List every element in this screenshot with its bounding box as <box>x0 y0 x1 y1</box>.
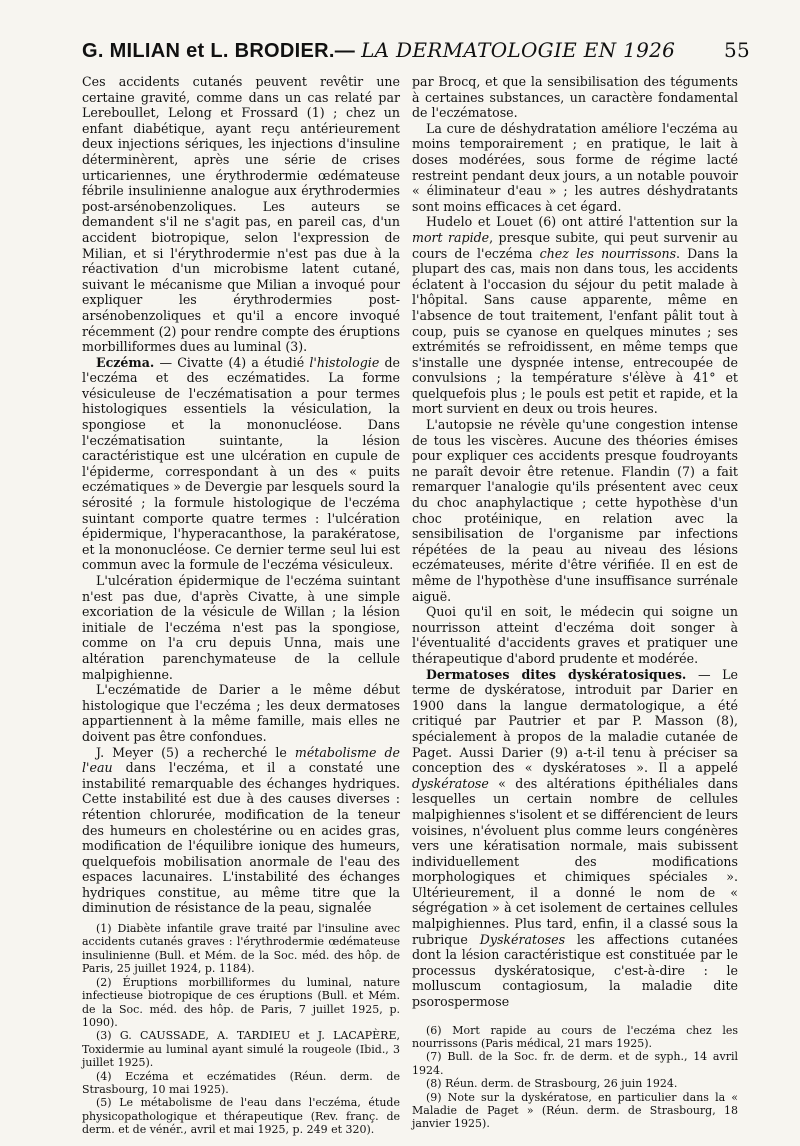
footnote: (6) Mort rapide au cours de l'eczéma chez les nourrissons (Paris médical, 21 mars 1925). <box>412 1023 738 1051</box>
footnote: (5) Le métabolisme de l'eau dans l'eczéma, étude physicopathologique et thérapeutique (Rev. franç. de derm. et de vénér., avril et mai 1925, p. 249 et 320). <box>82 1096 400 1137</box>
running-header <box>82 38 750 63</box>
header-title: LA DERMATOLOGIE EN 1926 <box>361 38 676 62</box>
section-heading: Eczéma. <box>96 354 155 370</box>
header-authors: G. MILIAN et L. BRODIER.— <box>82 40 356 62</box>
page-number: 55 <box>723 38 750 62</box>
paragraph: L'ulcération épidermique de l'eczéma suintant n'est pas due, d'après Civatte, à une simple excoriation de la vésicule de Willan ; la lésion initiale de l'eczéma n'est pas la spongiose, comme on l'a cru depuis Unna, mais une altération parenchymateuse de la cellule malpighienne. <box>82 573 400 682</box>
paragraph: L'eczématide de Darier a le même début histologique que l'eczéma ; les deux dermatoses appartiennent à la même famille, mais elles ne doivent pas être confondues. <box>82 682 400 744</box>
left-column <box>82 74 400 1137</box>
paragraph-eczema: Eczéma. — Civatte (4) a étudié l'histologie de l'eczéma et des eczématides. La forme vésiculeuse de l'eczématisation a pour termes histologiques essentiels la vésiculation, la spongiose et la mononucléose. Dans l'eczématisation suintante, la lésion caractéristique est une ulcération en cupule de l'épiderme, correspondant à un des « puits eczématiques » de Devergie par lesquels sourd la sérosité ; la formule histologique de l'eczéma suintant comporte quatre termes : l'ulcération épidermique, l'hyperacanthose, la parakératose, et la mononucléose. Ce dernier terme seul lui est commun avec la formule de l'eczéma vésiculeux. <box>82 354 400 573</box>
paragraph: Hudelo et Louet (6) ont attiré l'attention sur la mort rapide, presque subite, qui peut survenir au cours de l'eczéma chez les nourrissons. Dans la plupart des cas, mais non dans tous, les accidents éclatent à l'occasion du séjour du petit malade à l'hôpital. Sans cause apparente, même en l'absence de tout traitement, l'enfant pâlit tout à coup, puis se cyanose en quelques minutes ; ses extrémités se refroidissent, en même temps que s'installe une dyspnée intense, entrecoupée de convulsions ; la température s'élève à 41° et quelquefois plus ; le pouls est petit et rapide, et la mort survient en deux ou trois heures. <box>412 214 739 417</box>
paragraph: Ces accidents cutanés peuvent revêtir une certaine gravité, comme dans un cas relaté par Lereboullet, Lelong et Frossard (1) ; chez un enfant diabétique, ayant reçu antérieurement deux injections sériques, les injections d'insuline déterminèrent, après une série de crises urticariennes, une érythrodermie œdémateuse fébrile insulinienne analogue aux érythrodermies post-arsénobenzoliques. Les auteurs se demandent s'il ne s'agit pas, en pareil cas, d'un accident biotropique, selon l'expression de Milian, et si l'érythrodermie n'est pas due à la réactivation d'un microbisme latent cutané, suivant le mécanisme que Milian a invoqué pour expliquer les érythrodermies post-arsénobenzoliques et qu'il a encore invoqué récemment (2) pour rendre compte des éruptions morbilliformes dues au luminal (3). <box>82 74 400 355</box>
paragraph: J. Meyer (5) a recherché le métabolisme de l'eau dans l'eczéma, et il a constaté une instabilité remarquable des échanges hydriques. Cette instabilité est due à des causes diverses : rétention chlorurée, modification de la teneur des humeurs en cholestérine ou en acides gras, modification de l'équilibre ionique des humeurs, quelquefois mobilisation anormale de l'eau des espaces lacunaires. L'instabilité des échanges hydriques constitue, au même titre que la diminution de résistance de la peau, signalée <box>82 744 400 916</box>
paragraph: par Brocq, et que la sensibilisation des téguments à certaines substances, un caractère fondamental de l'eczématose. <box>412 74 738 121</box>
footnote: (4) Eczéma et eczématides (Réun. derm. de Strasbourg, 10 mai 1925). <box>82 1069 400 1096</box>
paragraph-dyskeratoses: Dermatoses dites dyskératosiques. — Le terme de dyskératose, introduit par Darier en 1900 dans la langue dermatologique, a été critiqué par Pautrier et par P. Masson (8), spécialement à propos de la maladie cutanée de Paget. Aussi Darier (9) a-t-il tenu à préciser sa conception des « dyskératoses ». Il a appelé dyskératose « des altérations épithéliales dans lesquelles un certain nombre de cellules malpighiennes s'isolent et se différencient de leurs voisines, n'évoluent plus comme leurs congénères vers une kératisation normale, mais subissent individuellement des modifications morphologiques et chimiques spéciales ». Ultérieurement, il a donné le nom de « ségrégation » à cet isolement de certaines cellules malpighiennes. Plus tard, enfin, il a classé sous la rubrique Dyskératoses les affections cutanées dont la lésion caractéristique est constituée par le processus dyskératosique, c'est-à-dire : le molluscum contagiosum, la maladie dite psorospermose <box>412 666 739 1010</box>
footnote: (1) Diabète infantile grave traité par l'insuline avec accidents cutanés graves : l'érythrodermie œdémateuse insulinienne (Bull. et Mém. de la Soc. méd. des hôp. de Paris, 25 juillet 1924, p. 1184). <box>82 922 400 976</box>
footnote: (7) Bull. de la Soc. fr. de derm. et de syph., 14 avril 1924. <box>412 1050 738 1077</box>
section-heading: Dermatoses dites dyskératosiques. <box>426 666 687 682</box>
footnote: (8) Réun. derm. de Strasbourg, 26 juin 1924. <box>426 1077 678 1091</box>
paragraph: L'autopsie ne révèle qu'une congestion intense de tous les viscères. Aucune des théories émises pour expliquer ces accidents presque foudroyants ne paraît devoir être retenue. Flandin (7) a fait remarquer l'analogie qu'ils présentent avec ceux du choc anaphylactique ; cette hypothèse d'un choc protéinique, en relation avec la sensibilisation de l'organisme par infections répétées de la peau au niveau des lésions eczémateuses, mérite d'être vérifiée. Il en est de même de l'hypothèse d'une insuffisance surrénale aiguë. <box>412 417 738 604</box>
footnote: (3) G. CAUSSADE, A. TARDIEU et J. LACAPÈRE, Toxidermie au luminal ayant simulé la rougeole (Ibid., 3 juillet 1925). <box>82 1029 400 1070</box>
footnote: (2) Éruptions morbilliformes du luminal, nature infectieuse biotropique de ces éruptions (Bull. et Mém. de la Soc. méd. des hôp. de Paris, 7 juillet 1925, p. 1090). <box>82 975 400 1029</box>
footnotes-left <box>82 922 400 1137</box>
paragraph: La cure de déshydratation améliore l'eczéma au moins temporairement ; en pratique, le lait à doses modérées, sous forme de régime lacté restreint pendant deux jours, a un notable pouvoir « éliminateur d'eau » ; les autres déshydratants sont moins efficaces à cet égard. <box>412 120 738 214</box>
right-column <box>412 74 738 1131</box>
paragraph: Quoi qu'il en soit, le médecin qui soigne un nourrisson atteint d'eczéma doit songer à l'éventualité d'accidents graves et pratiquer une thérapeutique d'abord prudente et modérée. <box>412 604 738 666</box>
footnote: (9) Note sur la dyskératose, en particulier dans la « Maladie de Paget » (Réun. derm. de Strasbourg, 18 janvier 1925). <box>412 1090 738 1131</box>
footnotes-right <box>412 1024 738 1131</box>
